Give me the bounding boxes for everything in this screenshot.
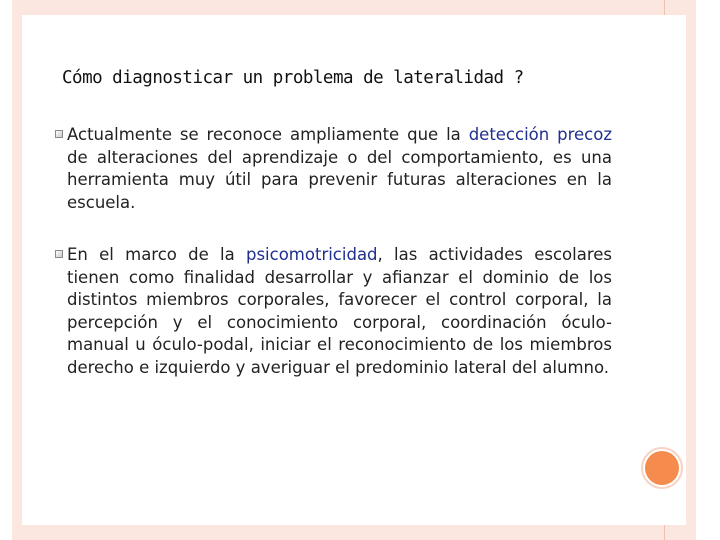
slide-title: Cómo diagnosticar un problema de lateralidad ? [62, 68, 524, 88]
bullet-item [56, 244, 612, 379]
bullet-text-end: de alteraciones del aprendizaje o del comportamiento, es una herramienta muy útil para prevenir futuras alteraciones en la escuela. [67, 147, 612, 212]
bullet-highlight-term: psicomotricidad [245, 245, 378, 264]
bullet-list [56, 124, 612, 379]
bullet-item [56, 124, 612, 214]
bullet-text-start: Actualmente se reconoce ampliamente que la [67, 125, 469, 144]
bullet-text-start: En el marco de la [67, 245, 246, 264]
bullet-text-end: , las actividades escolares tienen como finalidad desarrollar y afianzar el dominio de los distintos miembros corporales, favorecer el control corporal, la percepción y el conocimiento corporal, coordinación óculo-manual u óculo-podal, iniciar el reconocimiento de los miembros derecho e izquierdo y averiguar el predominio lateral del alumno. [67, 245, 612, 377]
square-bullet-icon [55, 130, 63, 138]
decorative-orange-dot [645, 451, 679, 485]
bullet-highlight-term: detección precoz [468, 125, 612, 144]
square-bullet-icon [55, 250, 63, 258]
